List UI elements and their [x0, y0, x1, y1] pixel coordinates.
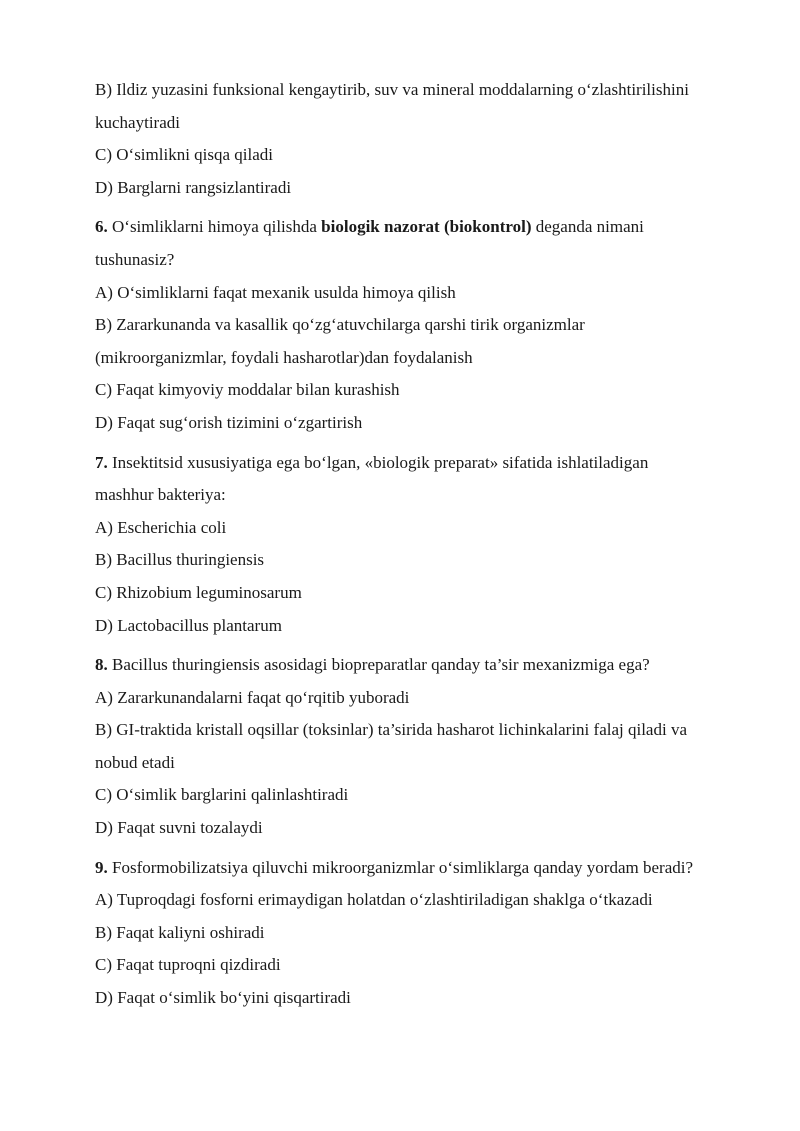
- option-a: A) Escherichia coli: [95, 517, 227, 537]
- option-d: D) Lactobacillus plantarum: [95, 615, 282, 635]
- option-b-line-2: kuchaytiradi: [95, 112, 180, 132]
- option-b-line-1: B) GI-traktida kristall oqsillar (toksinlar) ta’sirida hasharot lichinkalarini falaj qiladi va: [95, 720, 687, 740]
- question-number: 7.: [95, 452, 108, 472]
- question-9: [95, 852, 760, 1015]
- option-d: D) Barglarni rangsizlantiradi: [95, 177, 292, 197]
- question-number: 8.: [95, 655, 108, 675]
- option-c: C) Faqat kimyoviy moddalar bilan kurashish: [95, 380, 400, 400]
- question-8-stem: [95, 649, 760, 682]
- option-a: A) Zararkunandalarni faqat qo‘rqitib yuboradi: [95, 687, 410, 707]
- document-page: [95, 74, 760, 1015]
- option-d: D) Faqat sug‘orish tizimini o‘zgartirish: [95, 412, 363, 432]
- option-d: D) Faqat suvni tozalaydi: [95, 818, 263, 838]
- option-a: A) Tuproqdagi fosforni erimaydigan holatdan o‘zlashtiriladigan shaklga o‘tkazadi: [95, 890, 653, 910]
- option-c: C) Faqat tuproqni qizdiradi: [95, 955, 281, 975]
- question-text: Insektitsid xususiyatiga ega bo‘lgan, «biologik preparat» sifatida ishlatiladigan: [107, 452, 649, 472]
- question-text: O‘simliklarni himoya qilishda: [107, 217, 322, 237]
- question-number: 6.: [95, 217, 108, 237]
- option-b-line-1: B) Ildiz yuzasini funksional kengaytirib, suv va mineral moddalarning o‘zlashtirilishini: [95, 80, 689, 99]
- question-bold-term: biologik nazorat (biokontrol): [321, 217, 532, 237]
- question-7-stem-line-1: [95, 447, 760, 480]
- question-6: [95, 211, 760, 439]
- question-6-stem-line-1: [95, 211, 760, 244]
- question-6-stem-line-2: tushunasiz?: [95, 249, 175, 269]
- question-text: Fosformobilizatsiya qiluvchi mikroorganizmlar o‘simliklarga qanday yordam beradi?: [107, 857, 694, 877]
- option-b-line-1: B) Zararkunanda va kasallik qo‘zg‘atuvchilarga qarshi tirik organizmlar: [95, 315, 585, 335]
- option-b: B) Faqat kaliyni oshiradi: [95, 922, 265, 942]
- option-a: A) O‘simliklarni faqat mexanik usulda himoya qilish: [95, 282, 456, 302]
- question-text: deganda nimani: [531, 217, 644, 237]
- question-8: [95, 649, 760, 845]
- question-7: [95, 447, 760, 643]
- option-c: C) O‘simlikni qisqa qiladi: [95, 145, 274, 165]
- option-d: D) Faqat o‘simlik bo‘yini qisqartiradi: [95, 988, 351, 1008]
- option-b-line-2: nobud etadi: [95, 752, 175, 772]
- question-number: 9.: [95, 857, 108, 877]
- question-5-continuation: [95, 74, 760, 204]
- option-b-line-2: (mikroorganizmlar, foydali hasharotlar)dan foydalanish: [95, 347, 473, 367]
- question-text: Bacillus thuringiensis asosidagi biopreparatlar qanday ta’sir mexanizmiga ega?: [107, 655, 650, 675]
- option-c: C) O‘simlik barglarini qalinlashtiradi: [95, 785, 349, 805]
- option-c: C) Rhizobium leguminosarum: [95, 582, 302, 602]
- question-7-stem-line-2: mashhur bakteriya:: [95, 485, 226, 505]
- option-b: B) Bacillus thuringiensis: [95, 550, 265, 570]
- question-9-stem: [95, 852, 760, 885]
